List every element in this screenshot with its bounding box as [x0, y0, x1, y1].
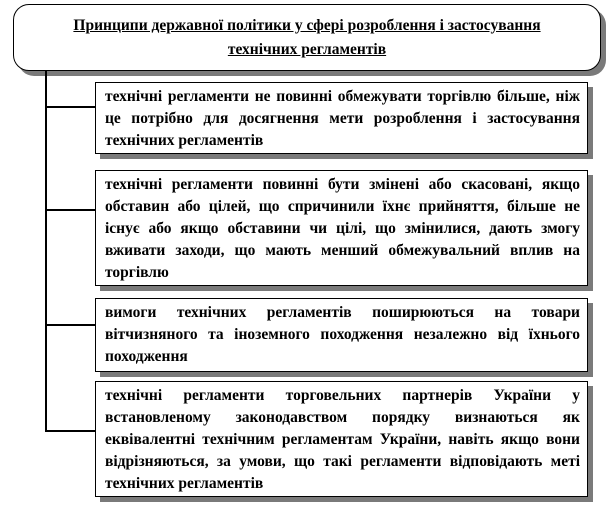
connector-trunk [45, 71, 47, 431]
principle-box-3 [95, 298, 588, 372]
principle-box-4 [95, 381, 588, 497]
principle-text-1: технічні регламенти не повинні обмежувати торгівлю більше, ніж це потрібно для досягнення мети розроблення і застосування технічних регламентів [105, 88, 580, 149]
connector-branch-4 [45, 430, 95, 432]
title-box [13, 4, 601, 71]
connector-branch-3 [45, 324, 95, 326]
principle-text-2: технічні регламенти повинні бути змінені або скасовані, якщо обставин або цілей, що спричинили їхнє прийняття, більше не існує або якщо обставини чи цілі, що змінилися, дають змогу вживати заходи, що мають менший обмежувальний вплив на торгівлю [105, 176, 580, 281]
connector-branch-2 [45, 209, 95, 211]
principle-text-4: технічні регламенти торговельних партнерів України у встановленому законодавством порядку визнаються як еквівалентні технічним регламентам України, навіть якщо вони відрізняються, за умови, що такі регламенти відповідають меті технічних регламентів [105, 387, 580, 492]
diagram-title: Принципи державної політики у сфері розроблення і застосування технічних регламентів [73, 16, 541, 58]
principle-text-3: вимоги технічних регламентів поширюються на товари вітчизняного та іноземного походження незалежно від їхнього походження [105, 304, 580, 365]
principle-box-1 [95, 82, 588, 154]
principle-box-2 [95, 170, 588, 286]
connector-branch-1 [45, 106, 95, 108]
